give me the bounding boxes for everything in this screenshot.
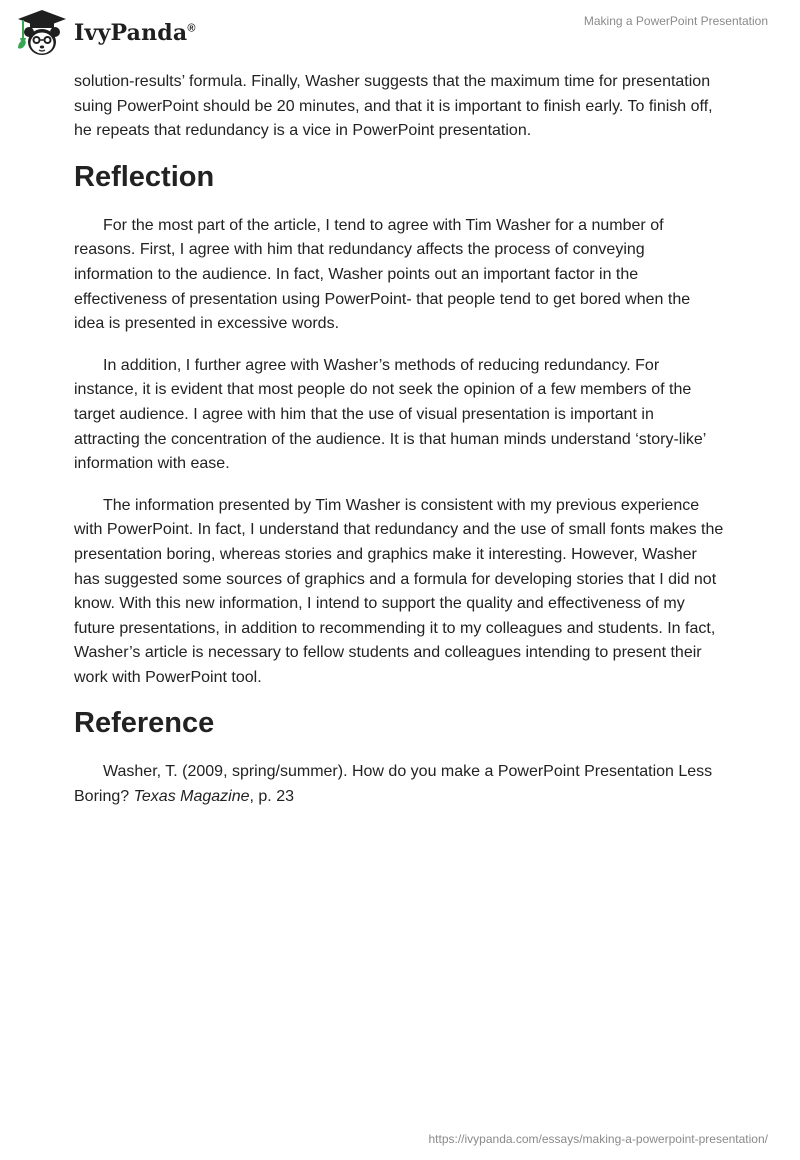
reflection-paragraph-3: The information presented by Tim Washer is consistent with my previous experience with PowerPoint. In fact, I understand that redundancy and the use of small fonts makes the presentation boring, whereas stories and graphics make it interesting. However, Washer has suggested some sources of graphics and a formula for developing stories that I did not know. With this new information, I intend to support the quality and effectiveness of my future presentations, in addition to recommending it to my colleagues and students. In fact, Washer’s article is necessary to fellow students and colleagues intending to present their work with PowerPoint tool. — [74, 496, 724, 686]
reference-heading: Reference — [74, 707, 215, 740]
reflection-paragraph-2: In addition, I further agree with Washer’s methods of reducing redundancy. For instance, it is evident that most people do not seek the opinion of a few members of the target audience. I agree with him that the use of visual presentation is important in attracting the concentration of the audience. It is that human minds understand ‘story-like’ information with ease. — [74, 356, 706, 473]
reference-journal: Texas Magazine — [133, 788, 250, 806]
essay-content — [74, 70, 724, 810]
ivypanda-logo[interactable] — [14, 8, 196, 58]
reflection-heading: Reflection — [74, 160, 215, 193]
reference-pages: , p. 23 — [249, 788, 294, 806]
page-header — [0, 0, 800, 70]
logo-wordmark: IvyPanda® — [74, 20, 196, 46]
document-title: Making a PowerPoint Presentation — [583, 14, 768, 28]
reference-entry — [74, 760, 724, 809]
reflection-paragraph-1: For the most part of the article, I tend to agree with Tim Washer for a number of reasons. First, I agree with him that redundancy affects the process of conveying information to the audience. In fact, Washer points out an important factor in the effectiveness of presentation using PowerPoint- that people tend to get bored when the idea is presented in excessive words. — [74, 216, 691, 333]
intro-paragraph: solution-results’ formula. Finally, Washer suggests that the maximum time for presentation suing PowerPoint should be 20 minutes, and that it is important to finish early. To finish off, he repeats that redundancy is a vice in PowerPoint presentation. — [74, 73, 713, 140]
reference-text: Washer, T. (2009, spring/summer). How do you make a PowerPoint Presentation Less Boring? — [74, 763, 713, 806]
panda-graduate-icon — [14, 8, 70, 58]
source-url[interactable]: https://ivypanda.com/essays/making-a-powerpoint-presentation/ — [428, 1132, 768, 1146]
